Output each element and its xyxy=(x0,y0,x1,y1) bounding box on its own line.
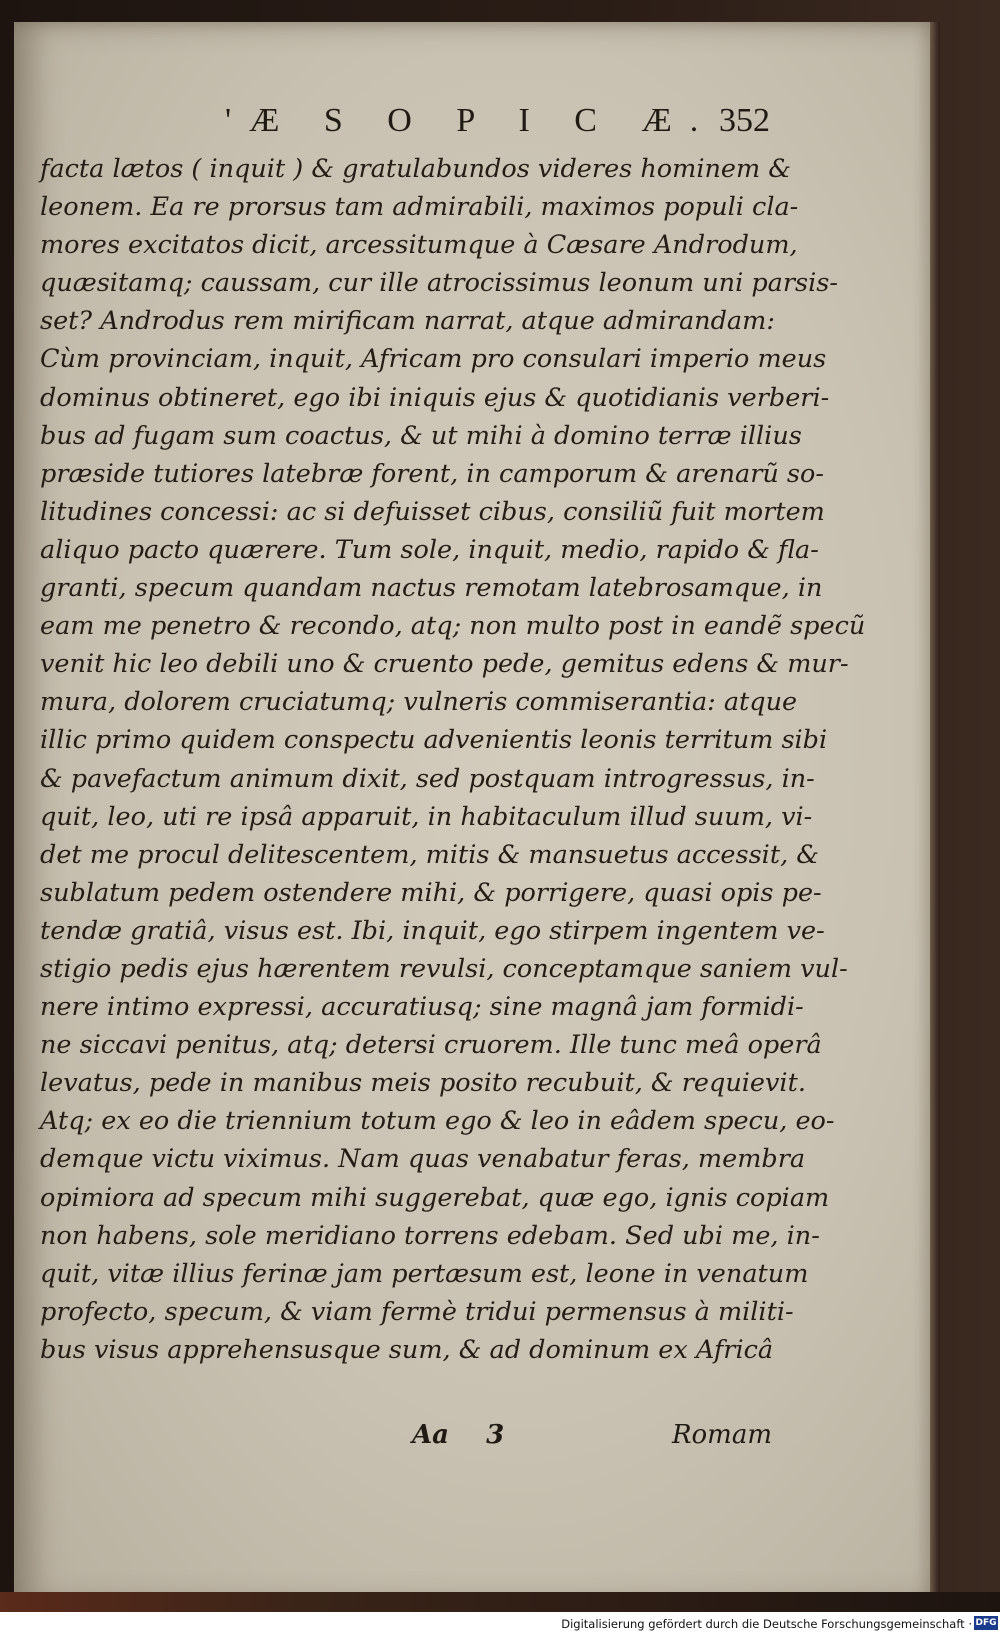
text-line: profecto, specum, & viam fermè tridui permensus à militi- xyxy=(40,1296,794,1327)
digitization-credit: Digitalisierung gefördert durch die Deutsche Forschungsgemeinschaft · xyxy=(561,1617,972,1631)
text-line: litudines concessi: ac si defuisset cibus, consiliũ fuit mortem xyxy=(40,496,825,527)
catchword: Romam xyxy=(671,1420,772,1450)
text-line: mura, dolorem cruciatumq; vulneris commiserantia: atque xyxy=(40,687,798,718)
text-line: illic primo quidem conspectu advenientis leonis territum sibi xyxy=(40,725,828,756)
text-line: quæsitamq; caussam, cur ille atrocissimus leonum uni parsis- xyxy=(40,268,838,299)
text-line: & pavefactum animum dixit, sed postquam introgressus, in- xyxy=(40,763,815,794)
text-line: Cùm provinciam, inquit, Africam pro consulari imperio meus xyxy=(40,344,827,375)
dfg-logo-icon: DFG xyxy=(975,1618,997,1628)
page-number: 352 xyxy=(719,102,770,139)
text-line: bus visus apprehensusque sum, & ad dominum ex Africâ xyxy=(40,1334,774,1365)
text-line: Atq; ex eo die triennium totum ego & leo in eâdem specu, eo- xyxy=(40,1106,835,1137)
page-footer xyxy=(40,1420,772,1464)
text-line: nere intimo expressi, accuratiusq; sine magnâ jam formidi- xyxy=(40,992,804,1023)
text-line: tendæ gratiâ, visus est. Ibi, inquit, ego stirpem ingentem ve- xyxy=(40,915,825,946)
text-line: eam me penetro & recondo, atq; non multo post in eandẽ specũ xyxy=(40,611,866,642)
text-line: dominus obtineret, ego ibi iniquis ejus & quotidianis verberi- xyxy=(40,382,830,413)
text-line: set? Androdus rem mirificam narrat, atque admirandam: xyxy=(40,306,775,337)
text-line: non habens, sole meridiano torrens edebam. Sed ubi me, in- xyxy=(40,1220,820,1251)
text-line: venit hic leo debili uno & cruento pede, gemitus edens & mur- xyxy=(40,649,849,680)
text-line: demque victu viximus. Nam quas venabatur feras, membra xyxy=(40,1144,806,1175)
text-line: mores excitatos dicit, arcessitumque à Cæsare Androdum, xyxy=(40,230,798,261)
binding-edge xyxy=(0,1592,1000,1612)
text-line: leonem. Ea re prorsus tam admirabili, maximos populi cla- xyxy=(40,192,799,223)
text-line: levatus, pede in manibus meis posito recubuit, & requievit. xyxy=(40,1068,806,1099)
text-line: sublatum pedem ostendere mihi, & porrigere, quasi opis pe- xyxy=(40,877,822,908)
text-line: aliquo pacto quærere. Tum sole, inquit, medio, rapido & fla- xyxy=(40,534,819,565)
text-line: præside tutiores latebræ forent, in camporum & arenarũ so- xyxy=(40,458,824,489)
text-line: bus ad fugam sum coactus, & ut mihi à domino terræ illius xyxy=(40,420,802,451)
page-header xyxy=(40,102,770,142)
running-title: 'Æ S O P I C Æ. xyxy=(225,102,717,139)
text-line: det me procul delitescentem, mitis & mansuetus accessit, & xyxy=(40,839,819,870)
body-text xyxy=(40,150,866,1369)
text-line: opimiora ad specum mihi suggerebat, quæ ego, ignis copiam xyxy=(40,1182,830,1213)
text-line: facta lætos ( inquit ) & gratulabundos videres hominem & xyxy=(40,154,791,184)
text-line: quit, leo, uti re ipsâ apparuit, in habitaculum illud suum, vi- xyxy=(40,801,813,832)
text-line: granti, specum quandam nactus remotam latebrosamque, in xyxy=(40,573,823,604)
text-line: ne siccavi penitus, atq; detersi cruorem. Ille tunc meâ operâ xyxy=(40,1030,822,1061)
text-line: quit, vitæ illius ferinæ jam pertæsum est, leone in venatum xyxy=(40,1258,809,1289)
page-edge xyxy=(930,22,940,1604)
signature-mark: Aa 3 xyxy=(412,1420,505,1450)
text-line: stigio pedis ejus hærentem revulsi, conceptamque saniem vul- xyxy=(40,953,848,984)
